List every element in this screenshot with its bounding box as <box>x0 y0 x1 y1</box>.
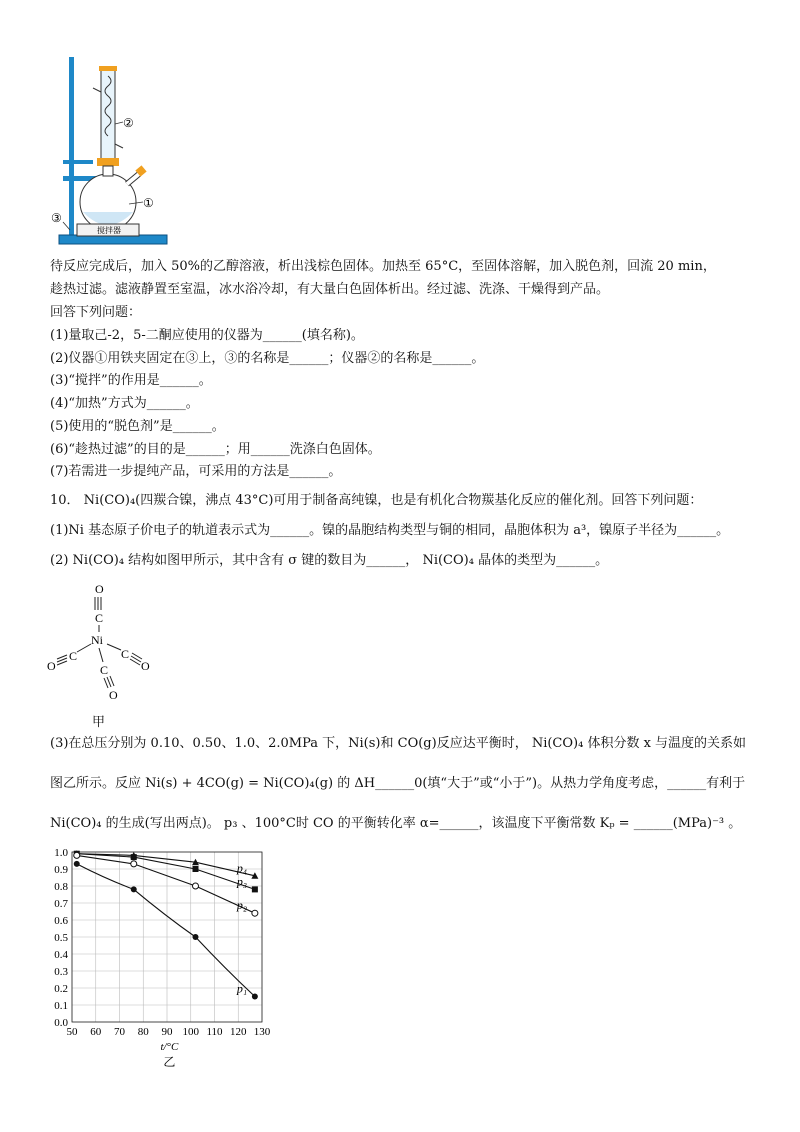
y-tick-label: 0.1 <box>54 1000 68 1012</box>
question-2: (2)仪器①用铁夹固定在③上，③的名称是______；仪器②的名称是______。 <box>50 351 485 366</box>
series-label: p₄ <box>236 860 248 875</box>
y-tick-label: 1.0 <box>54 847 68 859</box>
paragraph-3: 回答下列问题： <box>50 305 142 320</box>
question-3: (3)“搅拌”的作用是______。 <box>50 373 212 388</box>
question-4: (4)“加热”方式为______。 <box>50 396 199 411</box>
atom-c-bottom: C <box>100 663 109 677</box>
q10-intro: 10． Ni(CO)₄(四羰合镍，沸点 43°C)可用于制备高纯镍，也是有机化合物羰基化反应的催化剂。回答下列问题： <box>50 493 703 508</box>
data-point-open-circle <box>131 861 137 867</box>
series-label: p₁ <box>236 981 248 996</box>
q10-sub-3-line-2: 图乙所示。反应 Ni(s) + 4CO(g) = Ni(CO)₄(g) 的 ΔH______0(填“大于”或“小于”)。从热力学角度考虑，______有利于 <box>50 776 746 791</box>
paragraph-1: 待反应完成后，加入 50%的乙醇溶液，析出浅棕色固体。加热至 65°C，至固体溶解，加入脱色剂，回流 20 min， <box>50 259 716 274</box>
equilibrium-chart <box>30 840 280 1080</box>
y-tick-label: 0.0 <box>54 1017 68 1029</box>
series-label: p₂ <box>236 898 248 913</box>
x-axis-label: t/°C <box>160 1041 179 1053</box>
atom-c-top: C <box>95 611 104 625</box>
x-tick-label: 130 <box>253 1026 271 1038</box>
data-point-filled-circle <box>193 934 199 940</box>
x-tick-label: 90 <box>161 1026 173 1038</box>
atom-ni: Ni <box>91 633 103 647</box>
condenser <box>101 70 115 160</box>
data-point-open-circle <box>252 910 258 916</box>
q10-sub-3-line-3: Ni(CO)₄ 的生成(写出两点)。 p₃ 、100°C时 CO 的平衡转化率 α=______，该温度下平衡常数 Kₚ = ______(MPa)⁻³ 。 <box>50 816 742 831</box>
q10-sub-3-line-1: (3)在总压分别为 0.10、0.50、1.0、2.0MPa 下，Ni(s)和 CO(g)反应达平衡时， Ni(CO)₄ 体积分数 x 与温度的关系如 <box>50 736 747 751</box>
label-2: ② <box>123 116 134 130</box>
question-7: (7)若需进一步提纯产品，可采用的方法是______。 <box>50 464 342 479</box>
x-tick-label: 100 <box>182 1026 199 1038</box>
y-tick-label: 0.8 <box>54 881 68 893</box>
x-tick-label: 50 <box>66 1026 78 1038</box>
y-tick-label: 0.3 <box>54 966 68 978</box>
figure-caption-jia: 甲 <box>92 715 106 730</box>
stirrer-label: 搅拌器 <box>97 226 121 235</box>
atom-c-left: C <box>69 649 78 663</box>
atom-o-left: O <box>47 659 56 673</box>
x-tick-label: 60 <box>90 1026 102 1038</box>
data-point-open-circle <box>74 852 80 858</box>
x-tick-label: 110 <box>206 1026 223 1038</box>
data-point-open-circle <box>193 883 199 889</box>
series-line <box>77 854 255 876</box>
y-tick-label: 0.6 <box>54 915 68 927</box>
question-1: (1)量取己-2，5-二酮应使用的仪器为______(填名称)。 <box>50 328 364 343</box>
q10-sub-1: (1)Ni 基态原子价电子的轨道表示式为______。镍的晶胞结构类型与铜的相同，晶胞体积为 a³，镍原子半径为______。 <box>50 523 730 538</box>
q10-sub-2: (2) Ni(CO)₄ 结构如图甲所示，其中含有 σ 键的数目为______， Ni(CO)₄ 晶体的类型为______。 <box>50 553 609 568</box>
iron-stand-rod <box>69 57 74 235</box>
x-tick-label: 80 <box>137 1026 149 1038</box>
chart-caption: 乙 <box>163 1055 176 1069</box>
ni-co4-structure <box>45 580 165 710</box>
x-tick-label: 120 <box>230 1026 247 1038</box>
data-point-filled-circle <box>131 886 137 892</box>
paragraph-2: 趁热过滤。滤液静置至室温，冰水浴冷却，有大量白色固体析出。经过滤、洗涤、干燥得到产品。 <box>50 282 610 297</box>
label-3: ③ <box>51 211 62 225</box>
series-line <box>77 864 255 997</box>
data-point-square <box>193 866 199 872</box>
reflux-apparatus-figure <box>45 52 175 252</box>
series-line <box>77 855 255 913</box>
question-5: (5)使用的“脱色剂”是______。 <box>50 419 225 434</box>
y-tick-label: 0.7 <box>54 898 68 910</box>
data-point-square <box>131 854 137 860</box>
y-tick-label: 0.9 <box>54 864 68 876</box>
y-tick-label: 0.4 <box>54 949 68 961</box>
series-label: p₃ <box>236 874 248 889</box>
y-tick-label: 0.5 <box>54 932 68 944</box>
label-1: ① <box>143 196 154 210</box>
data-point-filled-circle <box>252 994 258 1000</box>
atom-o-bottom: O <box>109 688 118 702</box>
atom-o-right: O <box>141 659 150 673</box>
question-6: (6)“趁热过滤”的目的是______；用______洗涤白色固体。 <box>50 442 381 457</box>
y-tick-label: 0.2 <box>54 983 68 995</box>
x-tick-label: 70 <box>114 1026 125 1038</box>
data-point-square <box>252 886 258 892</box>
data-point-filled-circle <box>74 861 80 867</box>
atom-o-top: O <box>95 582 104 596</box>
atom-c-right: C <box>121 647 130 661</box>
